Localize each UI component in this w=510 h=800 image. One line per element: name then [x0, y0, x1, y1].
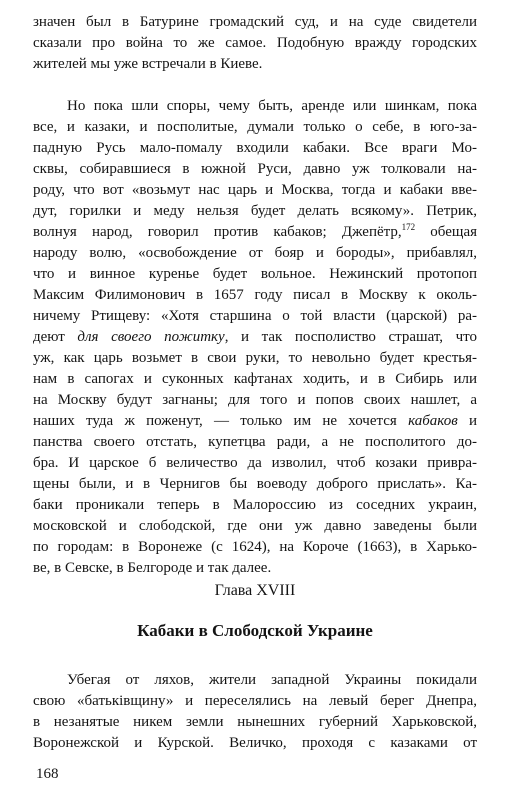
text-segment: , и так посполиство страшат, что [224, 329, 477, 345]
text-line: свою «батьківщину» и переселялись на левый берег Днепра, [33, 693, 477, 709]
chapter-number: Глава XVIII [214, 582, 296, 599]
text-line: роду, что вот «возьмут нас царь и Москва, тогда и кабаки вве- [33, 182, 477, 198]
text-line: панства своего отстать, купетцва ради, а не посполитого до- [33, 434, 477, 450]
text-line [33, 411, 477, 432]
italic-word: кабаков [408, 413, 458, 429]
text-line: Максим Филимонович в 1657 году писал в Москву к околь- [33, 287, 477, 303]
text-segment: волнуя народ, говорил против кабаков; Джепётр, [33, 224, 402, 240]
text-line: по городам: в Воронеже (с 1624), на Короче (1663), в Харько- [33, 539, 477, 555]
text-line: сказали про война то же самое. Подобную вражду городских [33, 35, 477, 51]
text-line: дут, горилки и меду нельзя будет делать всякому». Петрик, [33, 203, 477, 219]
text-segment: и [457, 413, 478, 429]
paragraph-chapter-opening [33, 670, 477, 754]
text-line [33, 222, 477, 243]
text-line: все, и казаки, и посполитые, думали только о себе, в юго-за- [33, 119, 477, 135]
text-line: бра. И царское б величество да изволил, чтоб козаки привра- [33, 455, 477, 471]
text-line: жителей мы уже встречали в Киеве. [33, 56, 263, 72]
text-line: что и винное куренье будет вольное. Нежинский протопоп [33, 266, 477, 282]
page-number: 168 [36, 766, 59, 782]
text-line: на Москву будут загнаны; для того и попов своих нашлет, а [33, 392, 477, 408]
text-line: Убегая от ляхов, жители западной Украины покидали [67, 672, 477, 688]
text-line: падную Русь мало-помалу входили кабаки. Все враги Мо- [33, 140, 477, 156]
text-segment: обещая [415, 224, 478, 240]
text-line: баки проникали теперь в Малороссию из соседних украин, [33, 497, 477, 513]
text-line: нам в сапогах и суконных кафтанах ходить, и в Сибирь или [33, 371, 477, 387]
text-line: Но пока шли споры, чему быть, аренде или шинкам, пока [67, 98, 477, 114]
footnote-reference: 172 [401, 222, 416, 232]
text-line: ничему Ртищеву: «Хотя старшина о той власти (царской) ра- [33, 308, 477, 324]
text-line: уж, как царь возьмет в свои руки, то невольно будет крестья- [33, 350, 477, 366]
paragraph-kabaki-spread [33, 96, 477, 579]
paragraph-continuation [33, 12, 477, 75]
text-line: Воронежской и Курской. Величко, проходя с казаками от [33, 735, 477, 751]
text-line: народу волю, «освобождение от бояр и бороды», прибавлял, [33, 245, 477, 261]
text-segment: деют [33, 329, 65, 345]
italic-quote: для своего пожитку [77, 329, 225, 345]
text-line: ве, в Севске, в Белгороде и так далее. [33, 560, 272, 576]
chapter-title: Кабаки в Слободской Украине [137, 621, 373, 640]
text-line [33, 327, 477, 348]
text-line: московской и слободской, где они уж давно заведены были [33, 518, 477, 534]
text-line: в незанятые никем земли нынешних губерний Харьковской, [33, 714, 477, 730]
text-line: значен был в Батурине громадский суд, и на суде свидетели [33, 14, 477, 30]
text-line: сквы, собиравшиеся в южной Руси, давно уж толковали на- [33, 161, 477, 177]
text-line: щены были, и в Чернигов бы воеводу доброго прислать». Ка- [33, 476, 477, 492]
text-segment: наших туда ж поженут, — только им не хочется [33, 413, 397, 429]
